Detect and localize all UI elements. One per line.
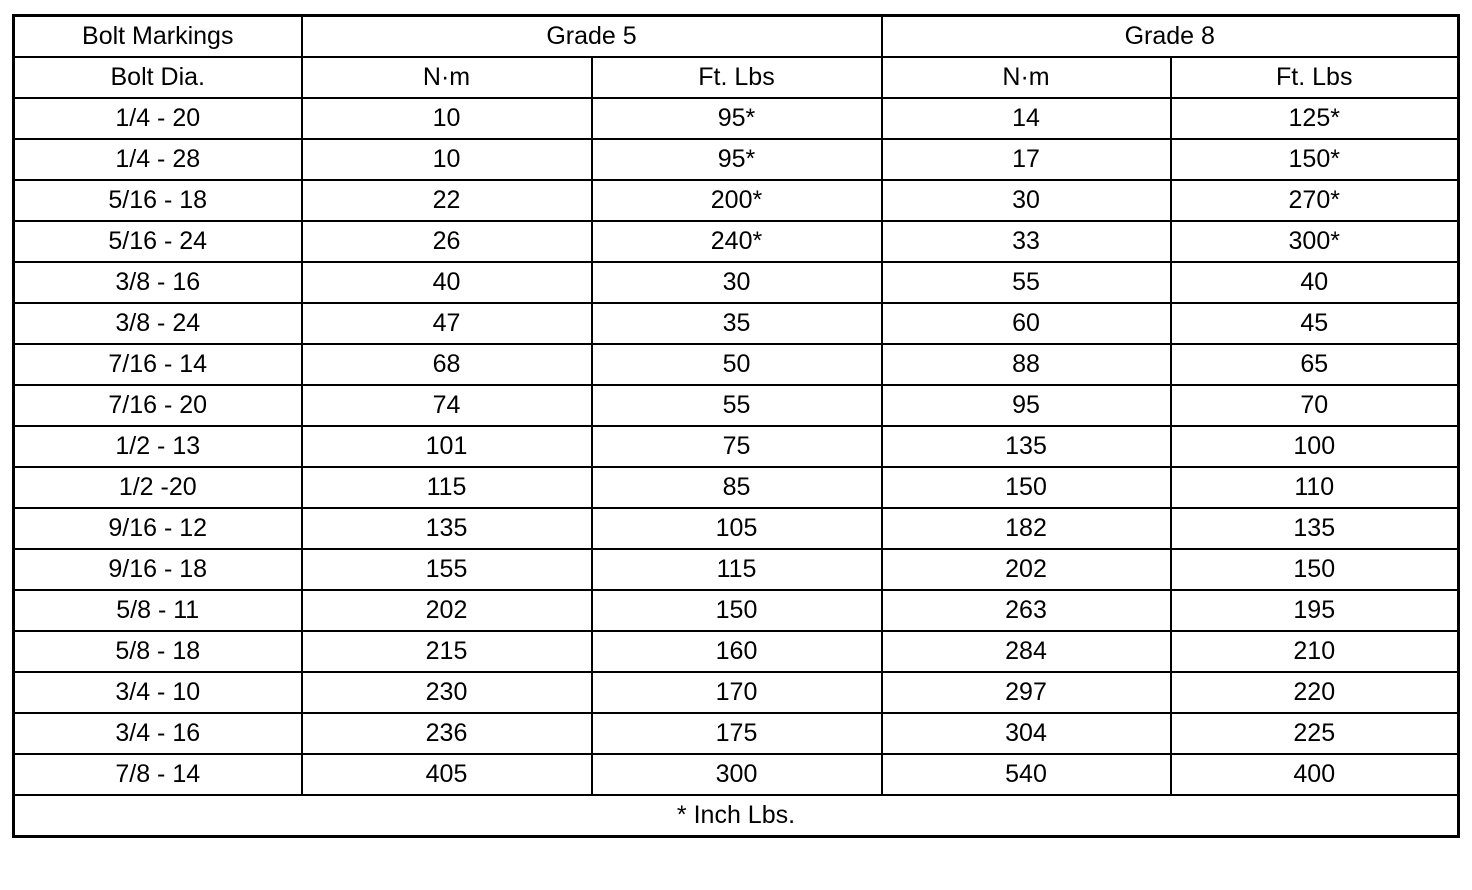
footnote-row [14,795,1459,837]
grade8-nm-cell: 297 [882,672,1171,713]
table-body [14,16,1459,837]
grade8-ftlbs-cell: 70 [1171,385,1459,426]
grade8-ftlbs-cell: 100 [1171,426,1459,467]
grade8-ftlbs-cell: 135 [1171,508,1459,549]
grade5-ftlbs-cell: 35 [592,303,882,344]
grade5-ftlbs-cell: 115 [592,549,882,590]
bolt-dia-cell: 1/4 - 28 [14,139,302,180]
bolt-markings-header: Bolt Markings [14,16,302,58]
grade8-ftlbs-cell: 270* [1171,180,1459,221]
grade5-nm-cell: 47 [302,303,592,344]
bolt-dia-cell: 3/8 - 16 [14,262,302,303]
grade5-ftlbs-cell: 175 [592,713,882,754]
grade5-ftlbs-cell: 85 [592,467,882,508]
grade8-nm-cell: 55 [882,262,1171,303]
grade5-nm-cell: 236 [302,713,592,754]
grade8-nm-cell: 17 [882,139,1171,180]
grade8-nm-header: N·m [882,57,1171,98]
table-row [14,262,1459,303]
grade8-ftlbs-cell: 210 [1171,631,1459,672]
bolt-dia-cell: 9/16 - 18 [14,549,302,590]
grade8-ftlbs-cell: 300* [1171,221,1459,262]
grade5-nm-cell: 230 [302,672,592,713]
grade5-nm-cell: 202 [302,590,592,631]
grade5-ftlbs-cell: 170 [592,672,882,713]
header-row [14,16,1459,58]
grade8-ftlbs-cell: 45 [1171,303,1459,344]
bolt-dia-cell: 5/8 - 11 [14,590,302,631]
table-row [14,713,1459,754]
grade5-nm-header: N·m [302,57,592,98]
grade5-ftlbs-cell: 300 [592,754,882,795]
grade8-nm-cell: 202 [882,549,1171,590]
table-row [14,426,1459,467]
footnote: * Inch Lbs. [14,795,1459,837]
grade8-nm-cell: 304 [882,713,1171,754]
grade8-ftlbs-cell: 110 [1171,467,1459,508]
bolt-dia-cell: 5/16 - 18 [14,180,302,221]
bolt-dia-header: Bolt Dia. [14,57,302,98]
table-row [14,467,1459,508]
table-row [14,631,1459,672]
grade8-nm-cell: 263 [882,590,1171,631]
torque-specification-table [12,14,1460,838]
bolt-dia-cell: 9/16 - 12 [14,508,302,549]
grade5-ftlbs-cell: 55 [592,385,882,426]
grade8-ftlbs-cell: 65 [1171,344,1459,385]
table-row [14,344,1459,385]
grade8-nm-cell: 30 [882,180,1171,221]
table-row [14,180,1459,221]
grade8-nm-cell: 95 [882,385,1171,426]
grade5-nm-cell: 22 [302,180,592,221]
grade5-ftlbs-cell: 95* [592,98,882,139]
grade8-ftlbs-cell: 195 [1171,590,1459,631]
grade8-nm-cell: 88 [882,344,1171,385]
grade8-ftlbs-cell: 400 [1171,754,1459,795]
table-row [14,98,1459,139]
grade5-nm-cell: 155 [302,549,592,590]
bolt-dia-cell: 1/2 - 13 [14,426,302,467]
grade5-ftlbs-cell: 160 [592,631,882,672]
grade8-nm-cell: 182 [882,508,1171,549]
grade8-nm-cell: 135 [882,426,1171,467]
grade5-ftlbs-cell: 75 [592,426,882,467]
grade8-ftlbs-cell: 225 [1171,713,1459,754]
grade8-nm-cell: 14 [882,98,1171,139]
grade8-nm-cell: 540 [882,754,1171,795]
grade5-nm-cell: 101 [302,426,592,467]
grade8-ftlbs-header: Ft. Lbs [1171,57,1459,98]
grade8-header: Grade 8 [882,16,1459,58]
grade5-ftlbs-cell: 150 [592,590,882,631]
grade5-nm-cell: 26 [302,221,592,262]
grade8-ftlbs-cell: 125* [1171,98,1459,139]
grade8-nm-cell: 150 [882,467,1171,508]
grade5-nm-cell: 115 [302,467,592,508]
grade5-nm-cell: 40 [302,262,592,303]
grade8-ftlbs-cell: 40 [1171,262,1459,303]
table-row [14,754,1459,795]
bolt-dia-cell: 5/16 - 24 [14,221,302,262]
grade5-nm-cell: 215 [302,631,592,672]
bolt-dia-cell: 7/8 - 14 [14,754,302,795]
table-row [14,508,1459,549]
bolt-dia-cell: 3/4 - 16 [14,713,302,754]
grade5-nm-cell: 135 [302,508,592,549]
grade5-nm-cell: 68 [302,344,592,385]
grade5-ftlbs-cell: 240* [592,221,882,262]
bolt-dia-cell: 7/16 - 20 [14,385,302,426]
table-row [14,672,1459,713]
table-row [14,303,1459,344]
grade5-nm-cell: 405 [302,754,592,795]
grade5-ftlbs-cell: 50 [592,344,882,385]
grade5-ftlbs-cell: 200* [592,180,882,221]
grade5-ftlbs-cell: 30 [592,262,882,303]
grade5-ftlbs-header: Ft. Lbs [592,57,882,98]
table-row [14,221,1459,262]
grade5-ftlbs-cell: 105 [592,508,882,549]
grade5-nm-cell: 10 [302,139,592,180]
bolt-dia-cell: 1/2 -20 [14,467,302,508]
table-row [14,385,1459,426]
grade5-nm-cell: 10 [302,98,592,139]
bolt-dia-cell: 7/16 - 14 [14,344,302,385]
grade8-ftlbs-cell: 150* [1171,139,1459,180]
grade5-header: Grade 5 [302,16,882,58]
table-row [14,549,1459,590]
bolt-dia-cell: 5/8 - 18 [14,631,302,672]
grade5-ftlbs-cell: 95* [592,139,882,180]
subheader-row [14,57,1459,98]
grade5-nm-cell: 74 [302,385,592,426]
table-row [14,590,1459,631]
table-row [14,139,1459,180]
bolt-dia-cell: 1/4 - 20 [14,98,302,139]
grade8-nm-cell: 33 [882,221,1171,262]
grade8-ftlbs-cell: 220 [1171,672,1459,713]
grade8-nm-cell: 60 [882,303,1171,344]
grade8-ftlbs-cell: 150 [1171,549,1459,590]
bolt-dia-cell: 3/8 - 24 [14,303,302,344]
grade8-nm-cell: 284 [882,631,1171,672]
bolt-dia-cell: 3/4 - 10 [14,672,302,713]
